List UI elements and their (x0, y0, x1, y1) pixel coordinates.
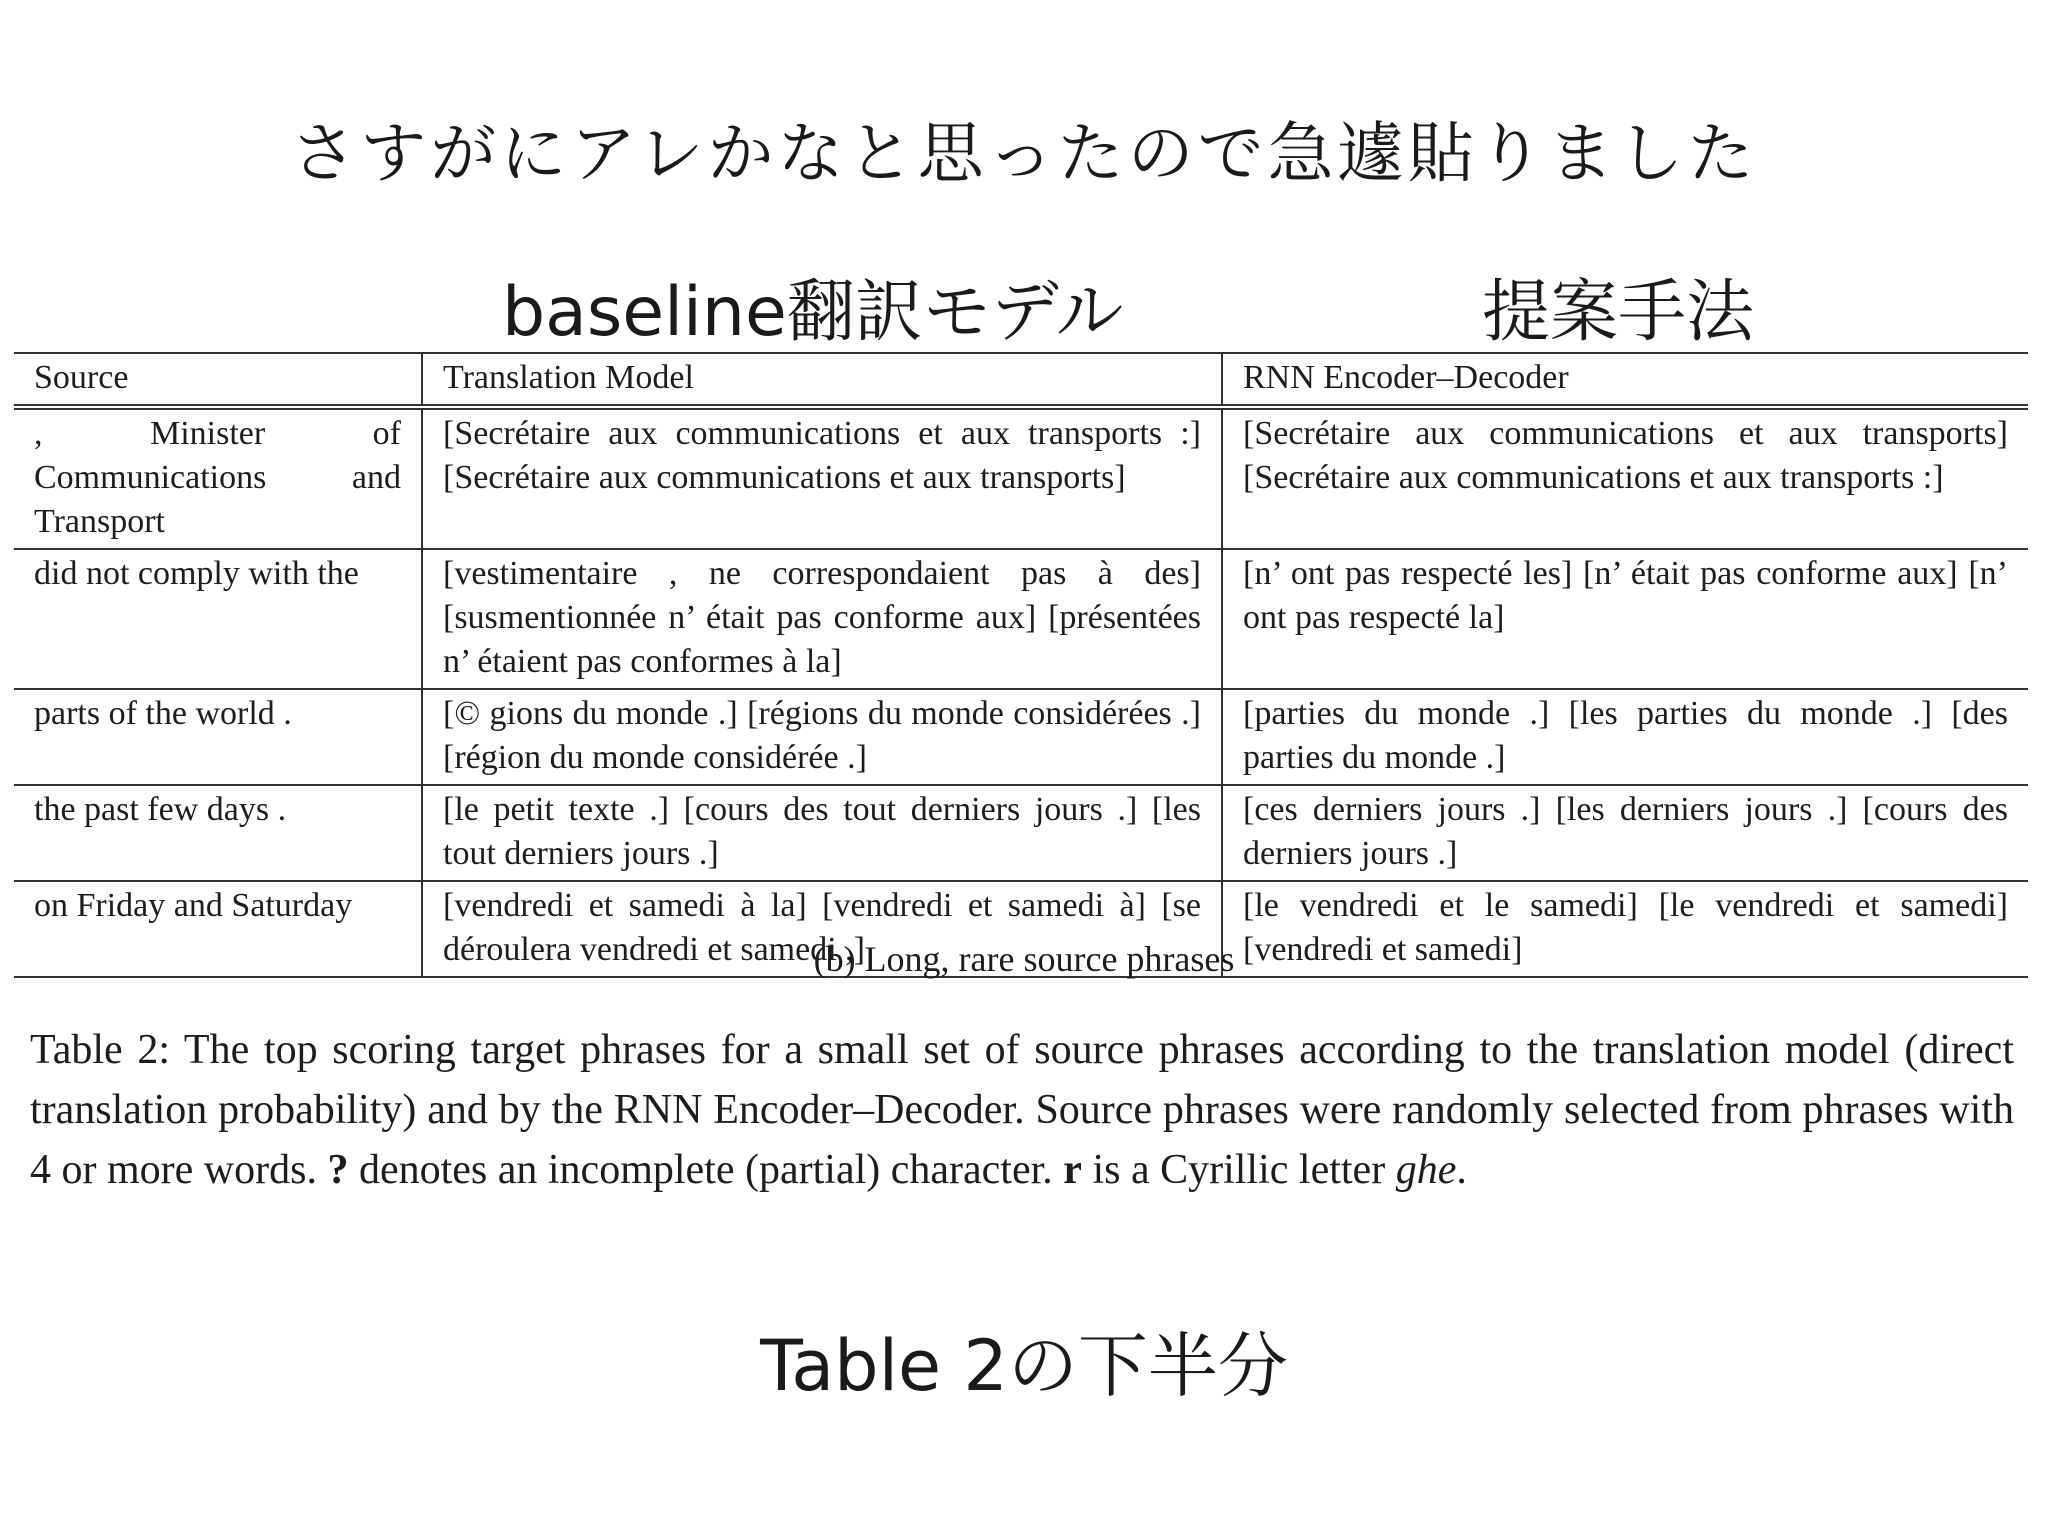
rnn-cell: [Secrétaire aux communications et aux transports] [Secrétaire aux communications et aux transports :] (1222, 407, 2028, 549)
baseline-model-label: baseline翻訳モデル (502, 273, 1124, 352)
translation-model-cell: [Secrétaire aux communications et aux transports :] [Secrétaire aux communications et aux transports] (422, 407, 1222, 549)
footer-label: Table 2の下半分 (760, 1325, 1288, 1407)
slide-title: さすがにアレかなと思ったので急遽貼りました (290, 115, 1758, 192)
translation-model-cell: [© gions du monde .] [régions du monde considérées .] [région du monde considérée .] (422, 689, 1222, 785)
cyrillic-r-symbol: r (1063, 1147, 1082, 1193)
translation-model-cell: [le petit texte .] [cours des tout derniers jours .] [les tout derniers jours .] (422, 785, 1222, 881)
header-translation-model: Translation Model (422, 353, 1222, 407)
rnn-cell: [parties du monde .] [les parties du monde .] [des parties du monde .] (1222, 689, 2028, 785)
source-cell: the past few days . (14, 785, 422, 881)
source-cell: parts of the world . (14, 689, 422, 785)
translation-model-cell: [vendredi et samedi à la] [vendredi et samedi à] [se déroulera vendredi et samedi ,] (422, 881, 1222, 977)
translation-model-cell: [vestimentaire , ne correspondaient pas à des] [susmentionnée n’ était pas conforme aux] [présentées n’ étaient pas conformes à la] (422, 549, 1222, 689)
caption-mid: denotes an incomplete (partial) character. (358, 1147, 1053, 1193)
table-row (14, 689, 2028, 785)
caption-tail: is a Cyrillic letter (1092, 1147, 1386, 1193)
ghe-term: ghe (1395, 1147, 1457, 1193)
table-row (14, 785, 2028, 881)
table-row (14, 407, 2028, 549)
header-source: Source (14, 353, 422, 407)
table-row (14, 549, 2028, 689)
table-subcaption: (b) Long, rare source phrases (813, 939, 1235, 979)
rnn-cell: [ces derniers jours .] [les derniers jours .] [cours des derniers jours .] (1222, 785, 2028, 881)
caption-lead: Table 2: The top scoring target phrases for a small set of source phrases according to the translation model (direct translation probability) and by the RNN Encoder–Decoder. Source phrases were randomly selected from phrases with 4 or more words. (30, 1027, 2014, 1193)
source-cell: on Friday and Saturday (14, 881, 422, 977)
header-rnn-encoder-decoder: RNN Encoder–Decoder (1222, 353, 2028, 407)
table-caption (30, 1020, 2014, 1200)
caption-end: . (1456, 1147, 1467, 1193)
question-mark-symbol: ? (327, 1147, 349, 1193)
results-table (14, 352, 2028, 978)
rnn-cell: [n’ ont pas respecté les] [n’ était pas conforme aux] [n’ ont pas respecté la] (1222, 549, 2028, 689)
source-cell: did not comply with the (14, 549, 422, 689)
source-cell: , Minister of Communications and Transport (14, 407, 422, 549)
table-header-row (14, 353, 2028, 407)
proposed-method-label: 提案手法 (1482, 273, 1755, 352)
rnn-cell: [le vendredi et le samedi] [le vendredi et samedi] [vendredi et samedi] (1222, 881, 2028, 977)
